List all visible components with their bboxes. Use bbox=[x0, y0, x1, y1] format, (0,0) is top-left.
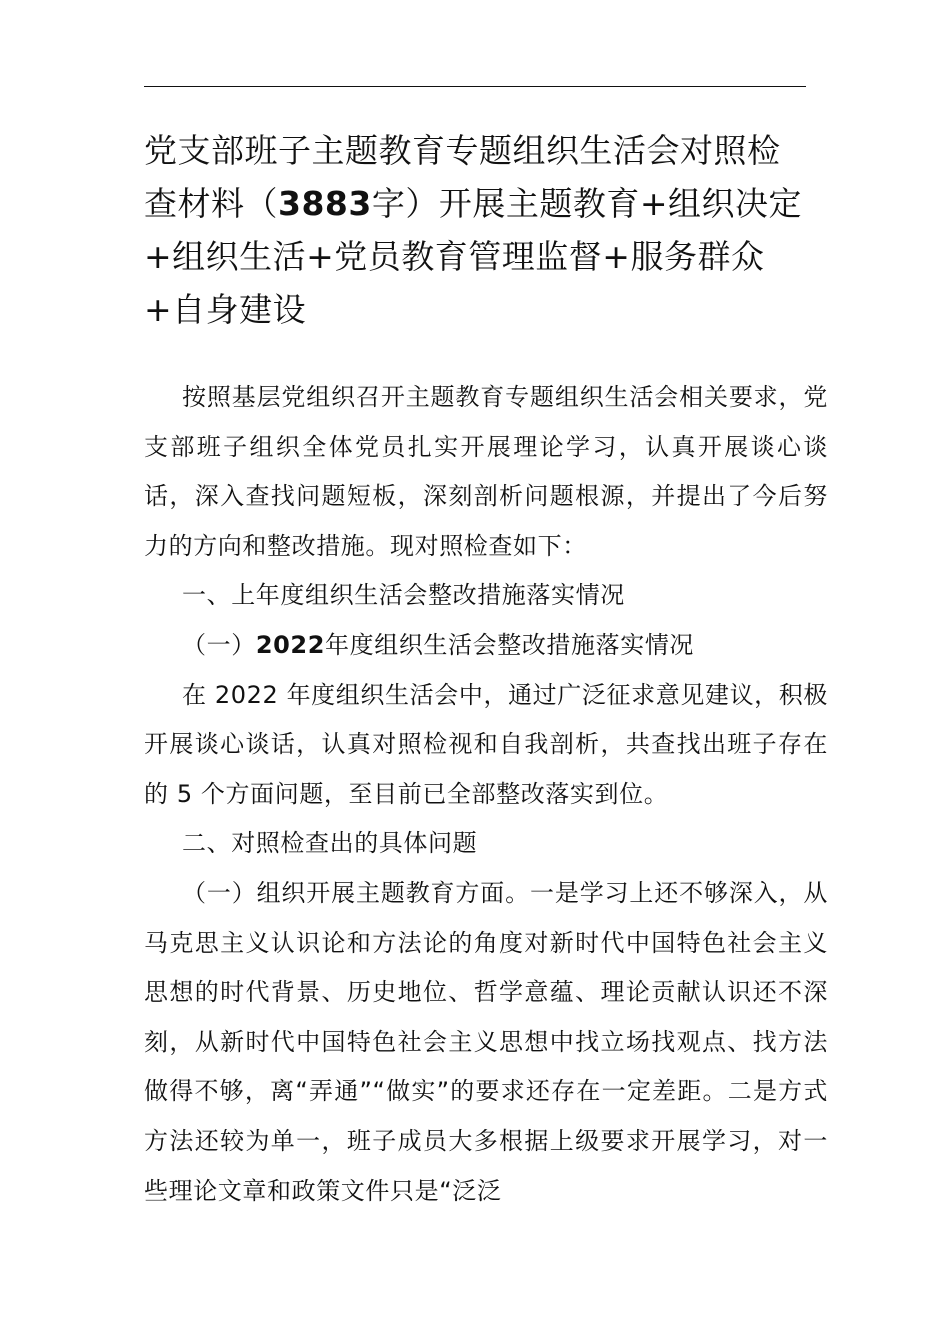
title-word-count: 3883 bbox=[278, 184, 372, 223]
title-part-2: 字）开展主题教育+组织决定+组织生活+党员教育管理监督+服务群众+自身建设 bbox=[144, 184, 803, 329]
subsection-heading-1-1 bbox=[144, 621, 828, 671]
subsection-year: 2022 bbox=[255, 630, 326, 659]
title-part-1: 党支部班子主题教育专题组织生活会对照检查材料（ bbox=[144, 131, 781, 223]
document-title bbox=[144, 124, 812, 336]
document-body bbox=[144, 373, 828, 1216]
paragraph-2022-review: 在 2022 年度组织生活会中，通过广泛征求意见建议，积极开展谈心谈话，认真对照检视和自我剖析，共查找出班子存在的 5 个方面问题，至目前已全部整改落实到位。 bbox=[144, 680, 828, 808]
subsection-prefix: （一） bbox=[182, 630, 256, 659]
intro-paragraph: 按照基层党组织召开主题教育专题组织生活会相关要求，党支部班子组织全体党员扎实开展理论学习，认真开展谈心谈话，深入查找问题短板，深刻剖析问题根源，并提出了今后努力的方向和整改措施。现对照检查如下： bbox=[144, 383, 828, 560]
header-rule bbox=[144, 86, 806, 87]
section-heading-1: 一、上年度组织生活会整改措施落实情况 bbox=[182, 581, 625, 610]
section-heading-2: 二、对照检查出的具体问题 bbox=[182, 829, 478, 858]
paragraph-theme-education-issues: （一）组织开展主题教育方面。一是学习上还不够深入，从马克思主义认识论和方法论的角度对新时代中国特色社会主义思想的时代背景、历史地位、哲学意蕴、理论贡献认识还不深刻，从新时代中国特色社会主义思想中找立场找观点、找方法做得不够，离“弄通”“做实”的要求还存在一定差距。二是方式方法还较为单一，班子成员大多根据上级要求开展学习，对一些理论文章和政策文件只是“泛泛 bbox=[144, 878, 828, 1205]
subsection-suffix: 年度组织生活会整改措施落实情况 bbox=[325, 630, 695, 659]
